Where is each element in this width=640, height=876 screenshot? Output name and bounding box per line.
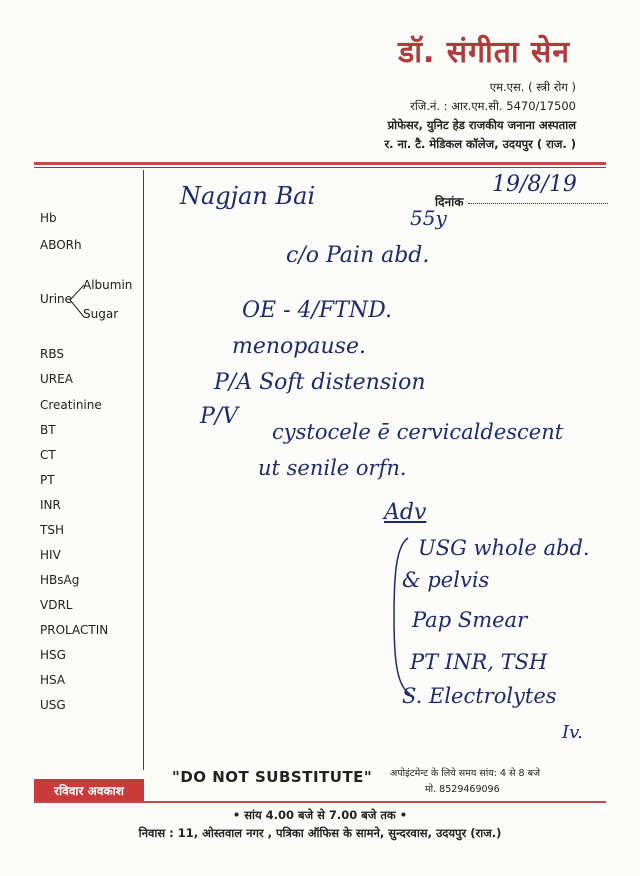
phone-number: मो. 8529469096 <box>425 784 500 795</box>
test-ct: CT <box>40 448 56 462</box>
test-vdrl: VDRL <box>40 598 73 612</box>
doctor-name: डॉ. संगीता सेन <box>398 35 570 70</box>
urine-test <box>40 278 140 324</box>
residence-address: निवास : 11, ओस्तवाल नगर , पत्रिका ऑफिस के सामने, सुन्दरवास, उदयपुर (राज.) <box>138 826 502 840</box>
test-usg: USG <box>40 698 66 712</box>
test-hsg: HSG <box>40 648 66 662</box>
advice-item-pap-smear: Pap Smear <box>412 608 528 632</box>
appointment-timing: अपोइंटमेन्ट के लिये समय सांय: 4 से 8 बजे <box>390 768 541 779</box>
test-creatinine: Creatinine <box>40 398 102 412</box>
per-vaginal-label: P/V <box>200 404 239 429</box>
complaint: c/o Pain abd. <box>286 243 430 268</box>
advice-heading: Adv <box>384 500 427 525</box>
clinic-timing: • सांय 4.00 बजे से 7.00 बजे तक • <box>232 808 408 822</box>
sunday-holiday-badge: रविवार अवकाश <box>34 779 144 801</box>
test-hbsag: HBsAg <box>40 573 80 587</box>
test-pt: PT <box>40 473 55 487</box>
menopause-note: menopause. <box>232 334 366 359</box>
test-sugar: Sugar <box>83 307 119 321</box>
advice-item-pt-inr: PT INR, TSH <box>410 650 548 674</box>
date-value: 19/8/19 <box>492 172 577 197</box>
test-hiv: HIV <box>40 548 61 562</box>
test-tsh: TSH <box>40 523 64 537</box>
date-label: दिनांक <box>435 195 464 209</box>
advice-item-pelvis: & pelvis <box>402 568 490 592</box>
advice-item-electrolytes: S. Electrolytes <box>402 684 557 708</box>
test-aborh: ABORh <box>40 238 82 252</box>
test-prolactin: PROLACTIN <box>40 623 109 637</box>
footer-divider <box>34 801 606 803</box>
test-inr: INR <box>40 498 61 512</box>
test-urine: Urine <box>40 292 73 306</box>
test-bt: BT <box>40 423 56 437</box>
college: र. ना. टै. मेडिकल कॉलेज, उदयपुर ( राज. ) <box>384 137 576 151</box>
patient-name: Nagjan Bai <box>180 182 316 210</box>
obstetric-history: OE - 4/FTND. <box>242 298 392 323</box>
test-albumin: Albumin <box>83 278 133 292</box>
date-line <box>468 203 608 204</box>
advice-bracket-icon <box>388 536 412 696</box>
header-divider <box>34 162 606 165</box>
doctor-credentials <box>384 78 576 154</box>
patient-age: 55y <box>410 206 447 230</box>
column-divider <box>143 170 144 770</box>
per-vaginal-finding: cystocele ē cervicaldescent <box>272 420 564 444</box>
per-abdomen-finding: P/A Soft distension <box>214 370 426 395</box>
test-hb: Hb <box>40 211 57 225</box>
test-urea: UREA <box>40 372 73 386</box>
header-divider-thin <box>34 167 606 168</box>
degree: एम.एस. ( स्त्री रोग ) <box>489 80 576 94</box>
designation: प्रोफेसर, युनिट हेड राजकीय जनाना अस्पताल <box>387 118 576 132</box>
do-not-substitute: "DO NOT SUBSTITUTE" <box>172 768 373 786</box>
registration-number: रजि.नं. : आर.एम.सी. 5470/17500 <box>410 99 576 113</box>
advice-item-iv: Iv. <box>562 722 583 743</box>
test-rbs: RBS <box>40 347 64 361</box>
test-hsa: HSA <box>40 673 66 687</box>
advice-item-usg: USG whole abd. <box>418 536 590 560</box>
per-vaginal-finding-2: ut senile orfn. <box>258 456 407 480</box>
